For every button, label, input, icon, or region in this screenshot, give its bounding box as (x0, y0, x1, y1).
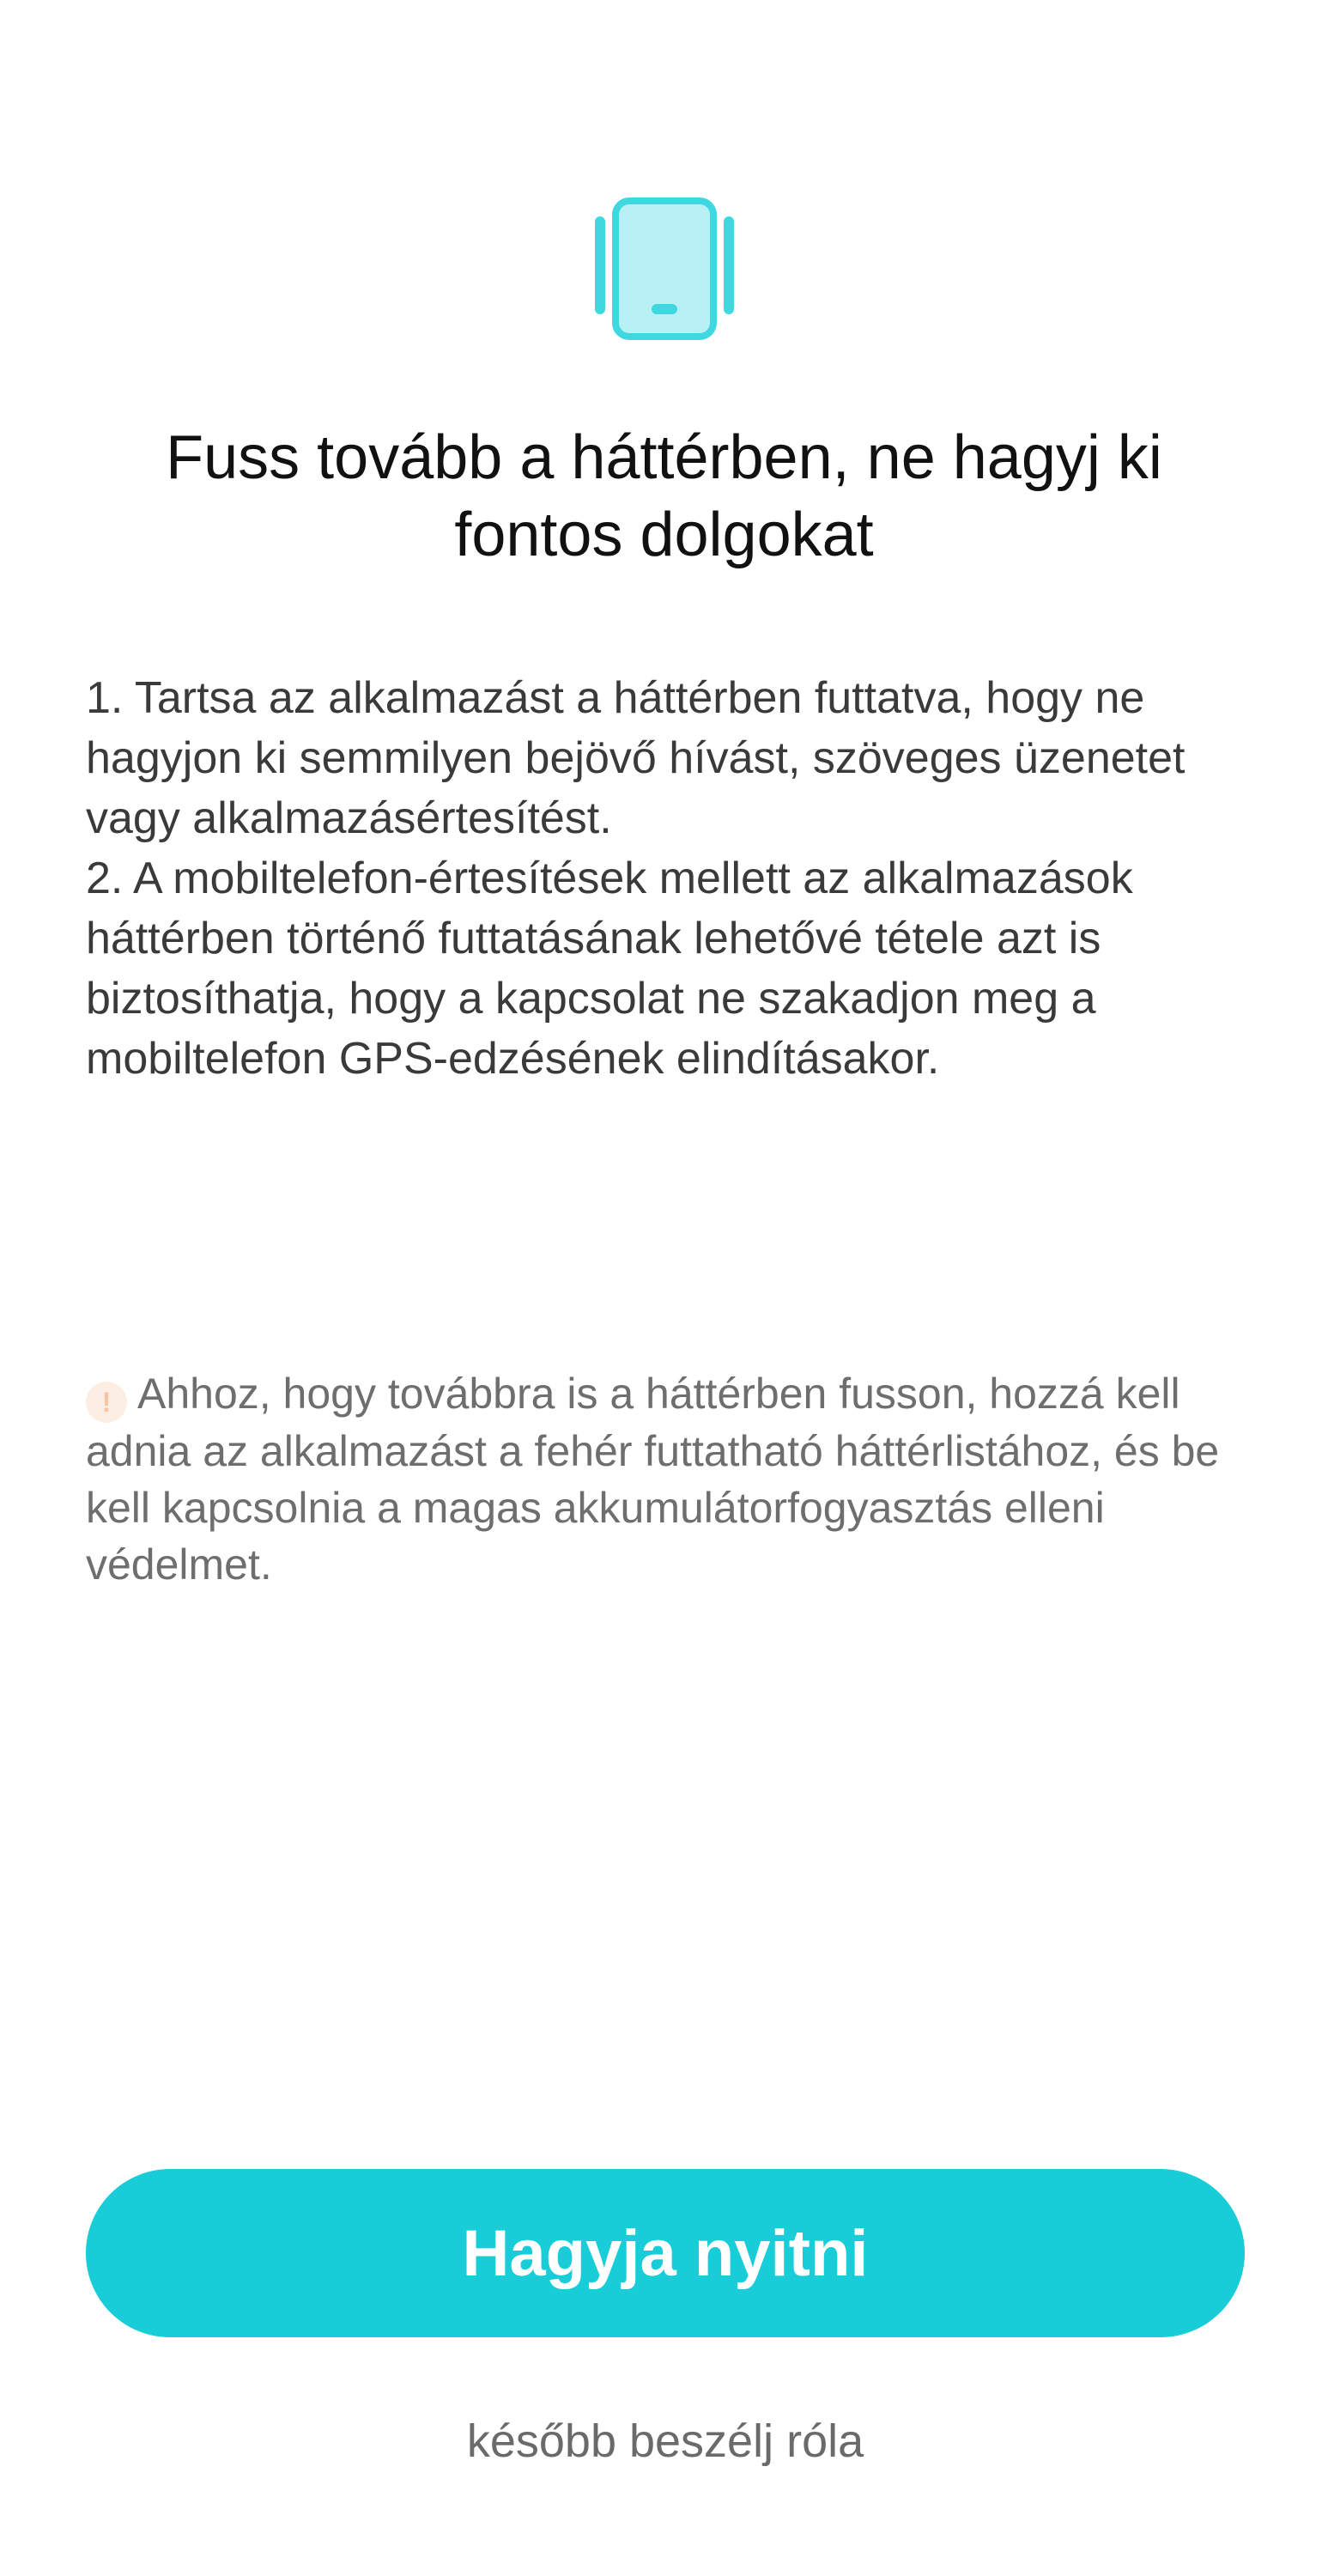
phone-vibrate-icon (595, 197, 734, 340)
description-point-1: 1. Tartsa az alkalmazást a háttérben futtatva, hogy ne hagyjon ki semmilyen bejövő hívást, szöveges üzenetet vagy alkalmazásértesítést. (86, 673, 1185, 843)
notice-text: Ahhoz, hogy továbbra is a háttérben fusson, hozzá kell adnia az alkalmazást a fehér futtatható háttérlistához, és be kell kapcsolnia a magas akkumulátorfogyasztás elleni védelmet. (86, 1370, 1220, 1589)
description (86, 668, 1253, 1089)
later-link[interactable]: később beszélj róla (466, 2415, 864, 2467)
page-title: Fuss tovább a háttérben, ne hagyj ki fontos dolgokat (166, 423, 1162, 569)
notice (86, 1365, 1253, 1593)
keep-open-button[interactable]: Hagyja nyitni (86, 2169, 1245, 2337)
info-icon: ! (86, 1382, 127, 1423)
description-point-2: 2. A mobiltelefon-értesítések mellett az alkalmazások háttérben történő futtatásának lehetővé tétele azt is biztosíthatja, hogy a kapcsolat ne szakadjon meg a mobiltelefon GPS-edzésének elindításakor. (86, 854, 1133, 1084)
